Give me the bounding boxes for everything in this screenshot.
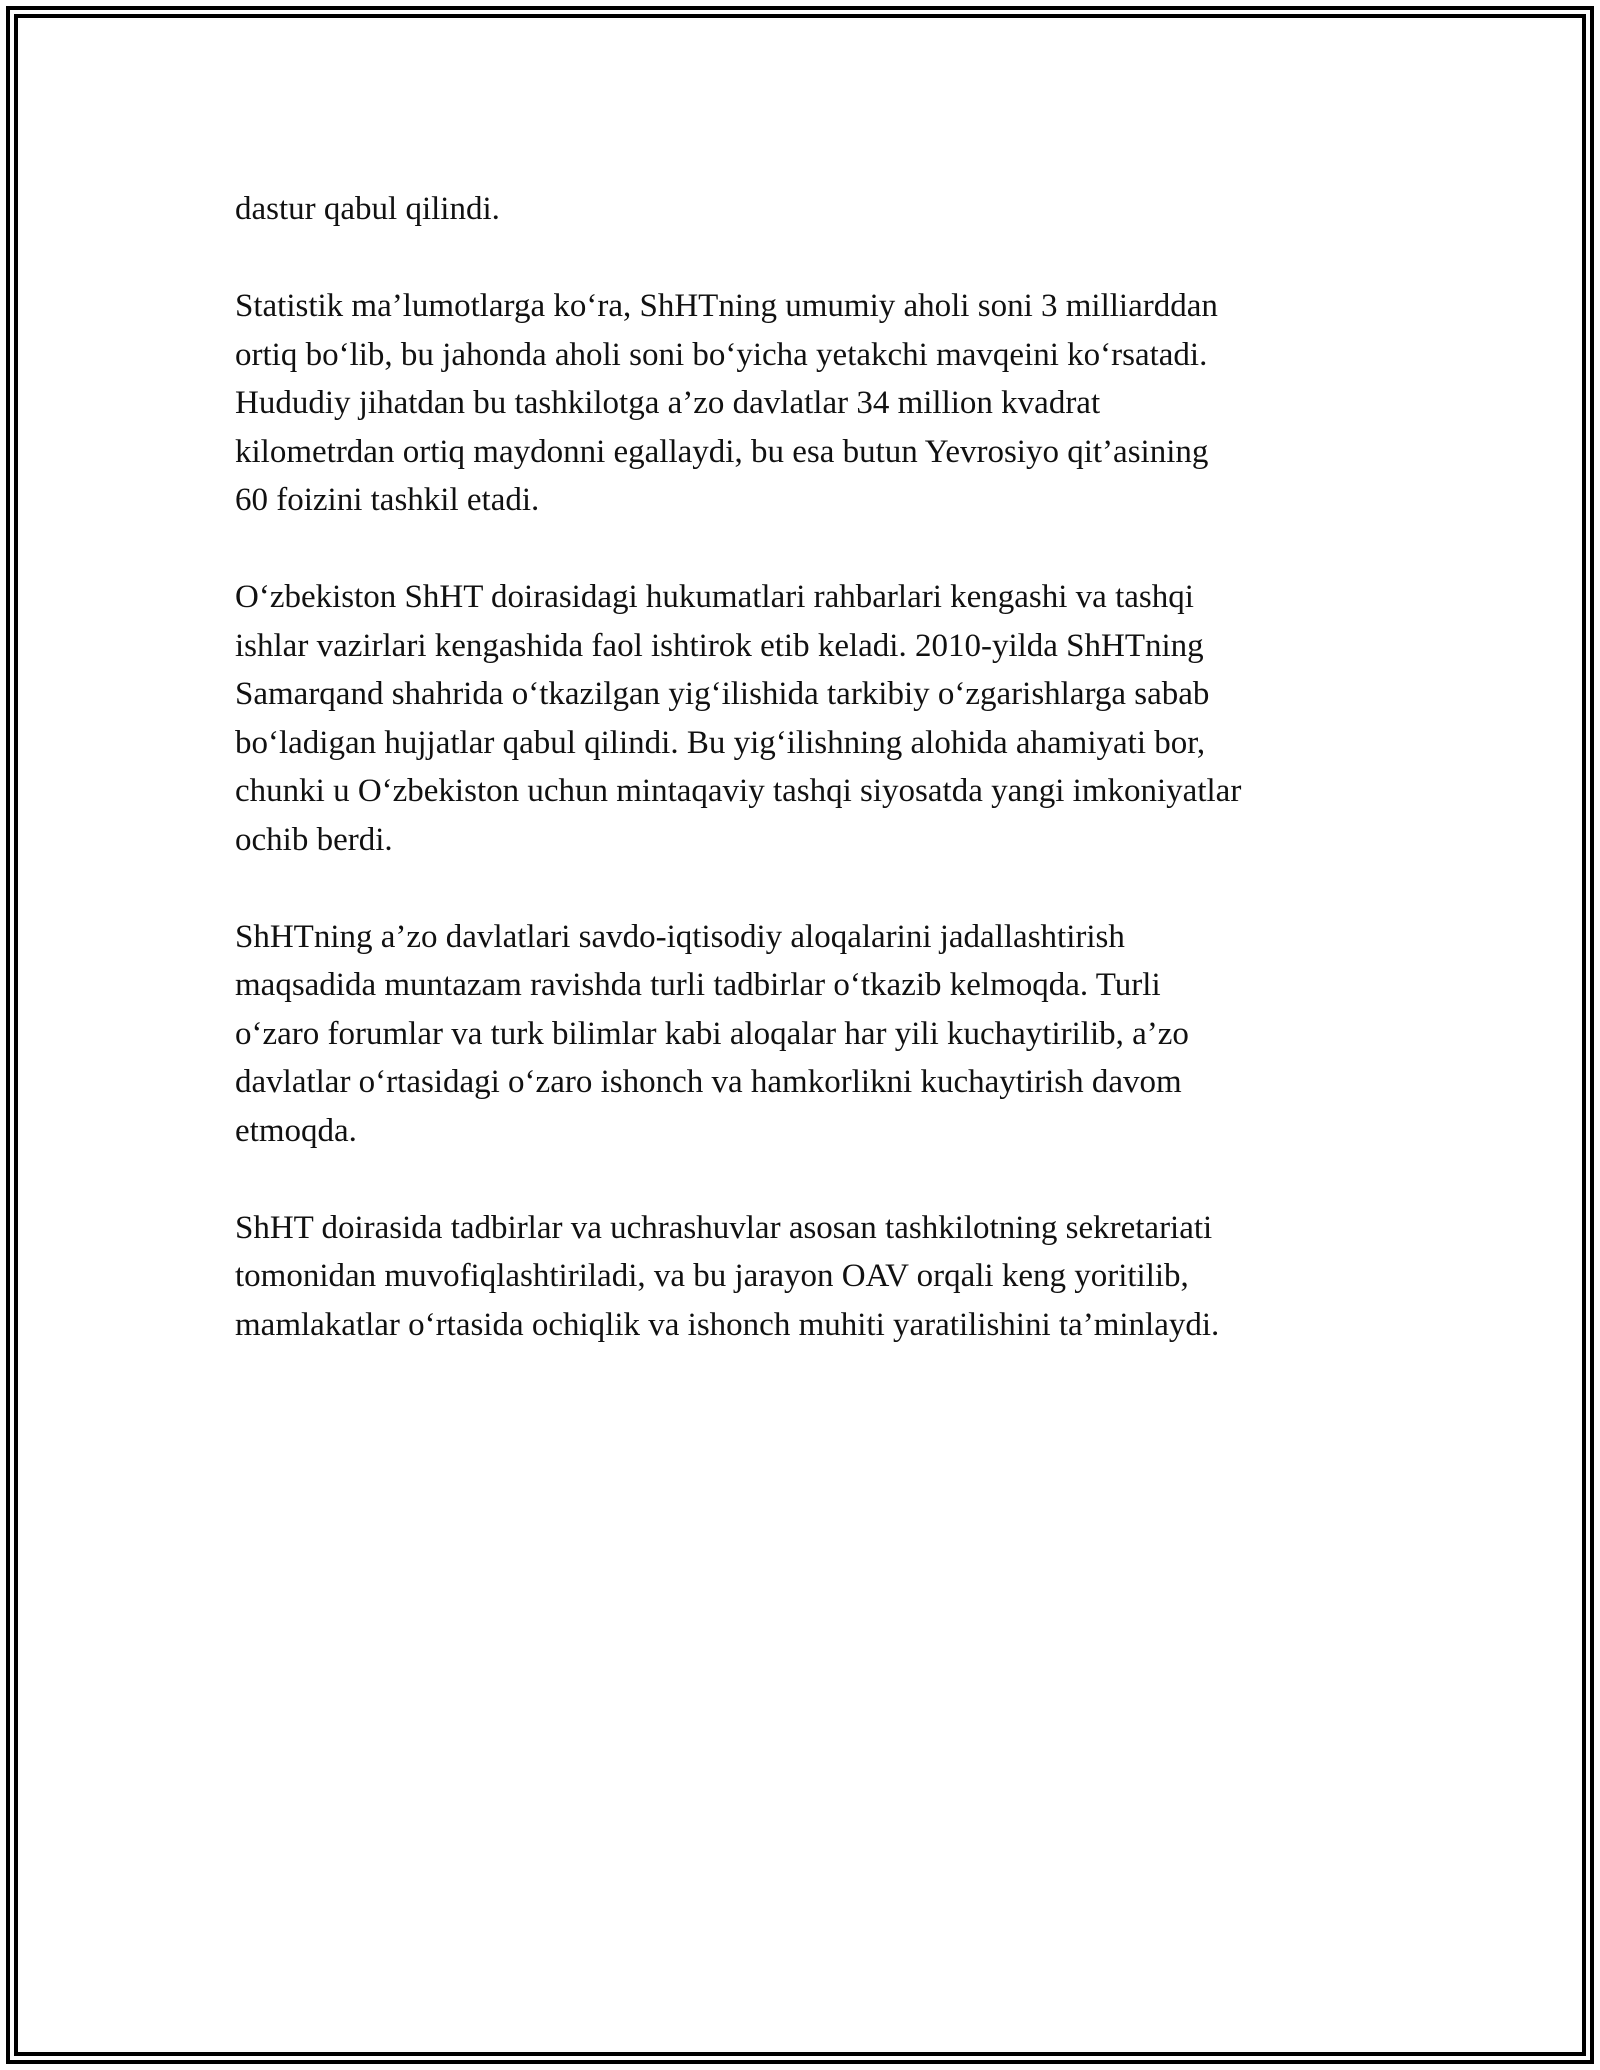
text-line: kilometrdan ortiq maydonni egallaydi, bu esa butun Yevrosiyo qit’asining [235, 433, 1209, 470]
text-line: Samarqand shahrida o‘tkazilgan yig‘ilishida tarkibiy o‘zgarishlarga sabab [235, 676, 1210, 712]
text-line: ishlar vazirlari kengashida faol ishtirok etib keladi. 2010-yilda ShHTning [235, 627, 1204, 664]
document-body [235, 185, 1375, 1398]
text-line: maqsadida muntazam ravishda turli tadbirlar o‘tkazib kelmoqda. Turli [235, 967, 1161, 1003]
paragraph-4 [235, 913, 1375, 1156]
text-line: chunki u O‘zbekiston uchun mintaqaviy tashqi siyosatda yangi imkoniyatlar [235, 773, 1242, 809]
text-line: tomonidan muvofiqlashtiriladi, va bu jarayon OAV orqali keng yoritilib, [235, 1258, 1189, 1294]
text-line: 60 foizini tashkil etadi. [235, 482, 540, 518]
text-line: ortiq bo‘lib, bu jahonda aholi soni bo‘yicha yetakchi mavqeini ko‘rsatadi. [235, 336, 1208, 373]
text-line: etmoqda. [235, 1112, 357, 1149]
paragraph-1 [235, 185, 1375, 234]
text-line: ochib berdi. [235, 821, 393, 858]
text-line: davlatlar o‘rtasidagi o‘zaro ishonch va hamkorlikni kuchaytirish davom [235, 1064, 1182, 1100]
paragraph-3 [235, 573, 1375, 864]
text-line: dastur qabul qilindi. [235, 191, 500, 227]
text-line: Statistik ma’lumotlarga ko‘ra, ShHTning umumiy aholi soni 3 milliarddan [235, 288, 1218, 324]
text-line: ShHTning a’zo davlatlari savdo-iqtisodiy aloqalarini jadallashtirish [235, 918, 1125, 955]
text-line: mamlakatlar o‘rtasida ochiqlik va ishonch muhiti yaratilishini ta’minlaydi. [235, 1306, 1220, 1343]
text-line: ShHT doirasida tadbirlar va uchrashuvlar asosan tashkilotning sekretariati [235, 1209, 1213, 1246]
paragraph-5 [235, 1204, 1375, 1350]
text-line: O‘zbekiston ShHT doirasidagi hukumatlari rahbarlari kengashi va tashqi [235, 579, 1194, 615]
text-line: Hududiy jihatdan bu tashkilotga a’zo davlatlar 34 million kvadrat [235, 385, 1101, 421]
text-line: bo‘ladigan hujjatlar qabul qilindi. Bu yig‘ilishning alohida ahamiyati bor, [235, 724, 1206, 761]
paragraph-2 [235, 282, 1375, 525]
text-line: o‘zaro forumlar va turk bilimlar kabi aloqalar har yili kuchaytirilib, a’zo [235, 1015, 1189, 1052]
